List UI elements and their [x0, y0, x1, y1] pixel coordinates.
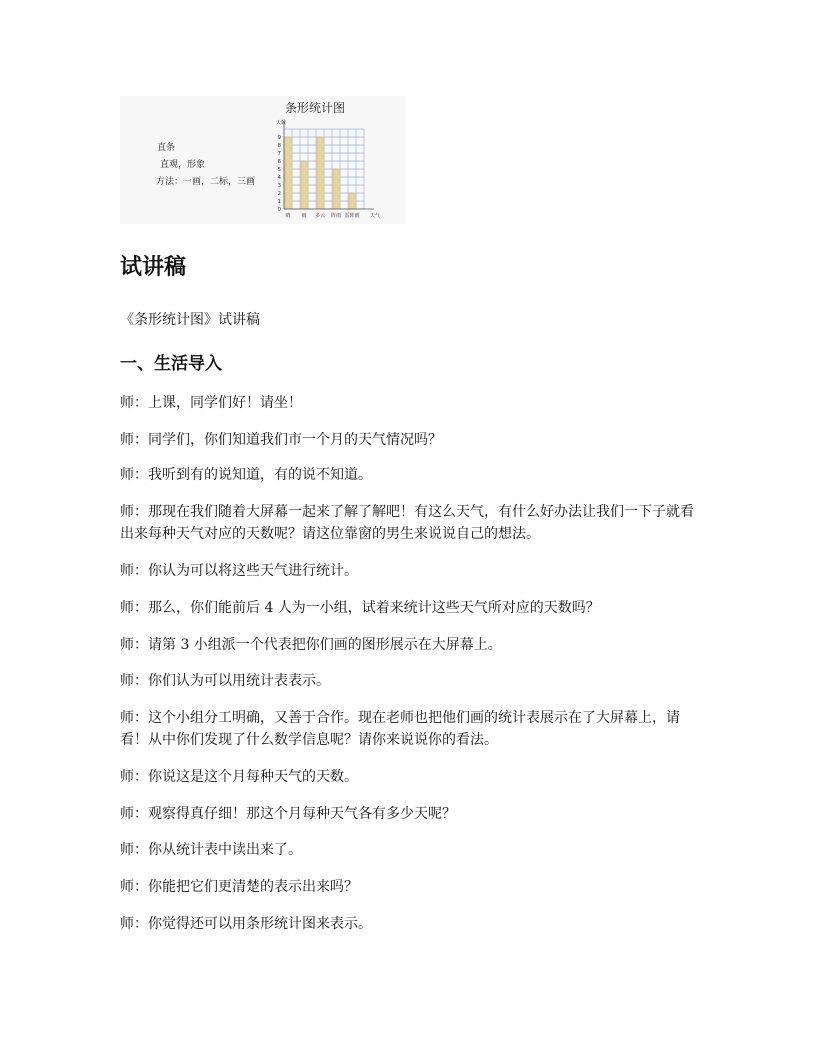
bar-阵雨 [333, 169, 340, 209]
figure-title: 条形统计图 [285, 101, 346, 115]
paragraph: 师：那现在我们随着大屏幕一起来了解了解吧！有这么天气，有什么好办法让我们一下子就看出来每种天气对应的天数呢？请这位靠窗的男生来说说自己的想法。 [120, 504, 694, 542]
y-tick-label: 9 [277, 135, 281, 141]
bar-晴 [285, 137, 292, 209]
weather-bar-chart [272, 117, 406, 221]
paragraph: 师：上课，同学们好！请坐！ [120, 395, 302, 411]
page-title: 试讲稿 [120, 255, 187, 280]
x-tick-label: 雷阵雨 [344, 213, 360, 219]
y-tick-label: 1 [277, 199, 281, 205]
paragraph: 师：观察得真仔细！那这个月每种天气各有多少天呢？ [120, 806, 456, 822]
paragraph: 师：这个小组分工明确，又善于合作。现在老师也把他们画的统计表展示在了大屏幕上，请看！从中你们发现了什么数学信息呢？请你来说说你的看法。 [120, 710, 680, 748]
x-tick-label: 多云 [314, 213, 326, 219]
y-tick-label: 8 [277, 143, 281, 149]
paragraph: 师：你觉得还可以用条形统计图来表示。 [120, 916, 372, 932]
bar-多云 [317, 137, 324, 209]
paragraph: 师：你能把它们更清楚的表示出来吗？ [120, 879, 358, 895]
document-subtitle: 《条形统计图》试讲稿 [120, 312, 260, 328]
bar-chart-figure [120, 96, 406, 224]
paragraph: 师：同学们，你们知道我们市一个月的天气情况吗？ [120, 432, 442, 448]
figure-note: 方法：一画，二标，三画 [156, 177, 256, 187]
y-tick-label: 6 [277, 159, 281, 165]
x-axis-label: 天气 [370, 213, 381, 219]
y-axis-label: 天数 [276, 120, 287, 126]
y-tick-label: 4 [277, 175, 281, 181]
y-tick-label: 3 [277, 183, 281, 189]
bar-雷阵雨 [349, 193, 356, 209]
paragraph: 师：你们认为可以用统计表表示。 [120, 673, 330, 689]
paragraph: 师：你说这是这个月每种天气的天数。 [120, 769, 358, 785]
x-tick-label: 阵雨 [330, 213, 342, 219]
x-tick-label: 晴 [285, 213, 291, 219]
paragraph: 师：那么，你们能前后 4 人为一小组，试着来统计这些天气所对应的天数吗？ [120, 600, 600, 616]
bar-雨 [301, 161, 308, 209]
x-tick-label: 雨 [301, 213, 307, 219]
figure-note: 直观，形象 [160, 160, 206, 170]
paragraph: 师：请第 3 小组派一个代表把你们画的图形展示在大屏幕上。 [120, 637, 502, 653]
paragraph: 师：你认为可以将这些天气进行统计。 [120, 563, 358, 579]
y-tick-label: 2 [277, 191, 281, 197]
paragraph: 师：你从统计表中读出来了。 [120, 842, 302, 858]
section-heading: 一、生活导入 [120, 354, 222, 374]
figure-note: 直条 [157, 143, 176, 153]
y-tick-label: 5 [277, 167, 281, 173]
y-tick-label: 7 [277, 151, 281, 157]
paragraph: 师：我听到有的说知道，有的说不知道。 [120, 467, 372, 483]
y-tick-label: 0 [277, 207, 281, 213]
